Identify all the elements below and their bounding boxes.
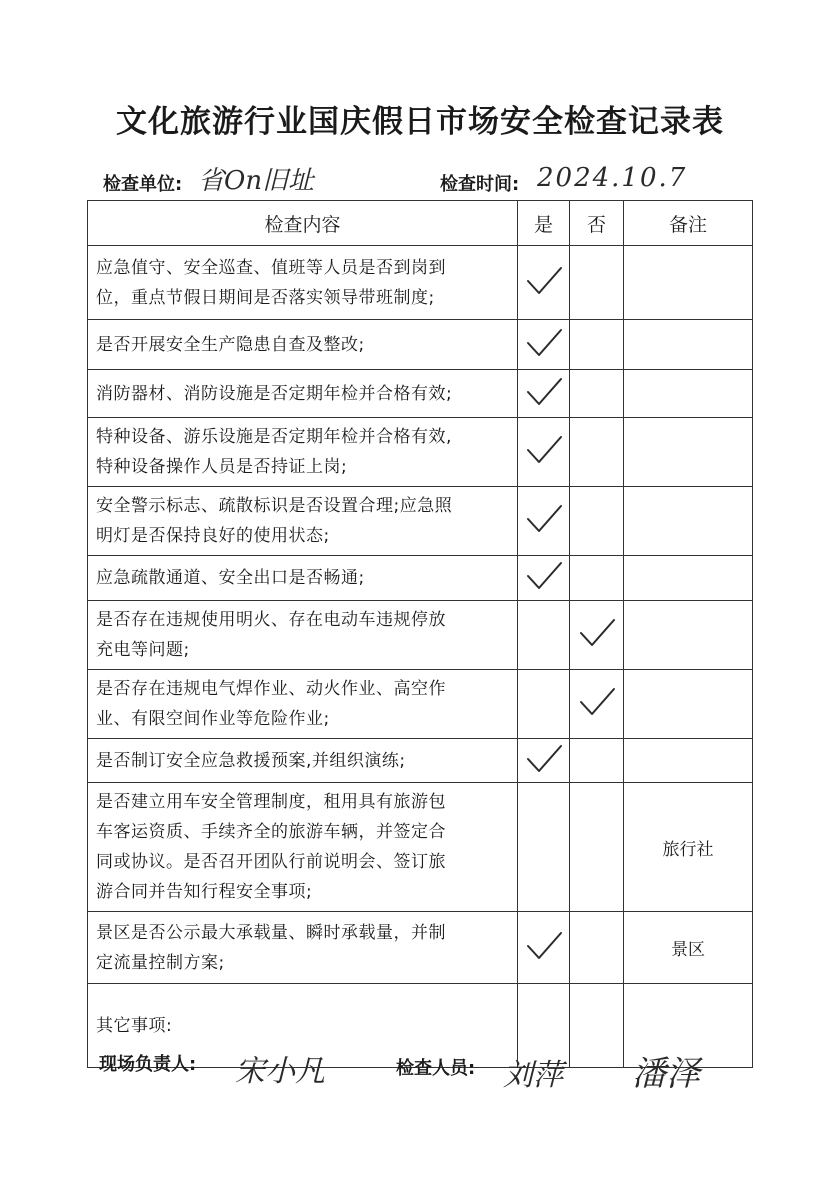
inspection-table [87,200,753,1068]
responsible-signature: 宋小凡 [235,1054,325,1089]
no-cell [570,246,624,320]
no-cell [570,370,624,418]
no-cell [570,912,624,984]
check-mark-icon [524,741,564,777]
no-cell [570,783,624,912]
yes-cell [518,418,570,487]
check-item-content [88,487,518,556]
inspector-signature-1: 刘萍 [503,1058,563,1093]
yes-cell [518,601,570,670]
check-item-line: 是否存在违规使用明火、存在电动车违规停放 [96,610,446,630]
check-item-content [88,670,518,739]
check-item-line: 明灯是否保持良好的使用状态; [96,526,330,546]
no-cell [570,601,624,670]
table-row [88,601,753,670]
remark-cell [624,246,753,320]
check-item-content [88,370,518,418]
responsible-label: 现场负责人: [99,1054,197,1075]
col-header-no: 否 [570,201,624,246]
table-row [88,487,753,556]
no-cell [570,487,624,556]
yes-cell [518,783,570,912]
remark-cell: 景区 [624,912,753,984]
check-item-content [88,783,518,912]
col-header-remark: 备注 [624,201,753,246]
table-row [88,670,753,739]
check-item-line: 充电等问题; [96,640,190,660]
remark-cell [624,320,753,370]
table-row [88,912,753,984]
yes-cell [518,912,570,984]
check-item-line: 定流量控制方案; [96,952,225,973]
table-row [88,739,753,783]
check-item-line: 同或协议。是否召开团队行前说明会、签订旅 [96,852,446,872]
yes-cell [518,246,570,320]
check-item-line: 特种设备、游乐设施是否定期年检并合格有效, [96,427,452,447]
no-cell [570,320,624,370]
table-row [88,320,753,370]
check-mark-icon [524,325,564,361]
form-title: 文化旅游行业国庆假日市场安全检查记录表 [116,104,724,140]
yes-cell [518,487,570,556]
check-item-line: 应急值守、安全巡查、值班等人员是否到岗到 [96,257,446,278]
check-item-line: 位，重点节假日期间是否落实领导带班制度; [96,287,435,308]
no-cell [570,670,624,739]
check-mark-icon [524,928,564,964]
check-item-line: 是否开展安全生产隐患自查及整改; [96,334,365,355]
check-mark-icon [524,432,564,468]
check-mark-icon [524,558,564,594]
table-row [88,418,753,487]
check-mark-icon [524,263,564,299]
check-item-line: 特种设备操作人员是否持证上岗; [96,457,348,477]
table-row [88,246,753,320]
col-header-yes: 是 [518,201,570,246]
check-item-line: 是否制订安全应急救援预案,并组织演练; [96,750,406,771]
remark-cell [624,556,753,601]
remark-cell [624,418,753,487]
remark-cell [624,670,753,739]
remark-cell [624,370,753,418]
check-item-content [88,556,518,601]
remark-cell: 旅行社 [624,783,753,912]
check-item-line: 其它事项: [96,1015,173,1036]
yes-cell [518,670,570,739]
check-item-line: 车客运资质、手续齐全的旅游车辆，并签定合 [96,822,446,842]
check-item-content [88,418,518,487]
yes-cell [518,320,570,370]
no-cell [570,418,624,487]
no-cell [570,984,624,1068]
check-item-line: 是否存在违规电气焊作业、动火作业、高空作 [96,679,446,699]
check-item-line: 业、有限空间作业等危险作业; [96,709,330,729]
table-header-row [88,201,753,246]
check-item-content [88,320,518,370]
check-item-line: 是否建立用车安全管理制度，租用具有旅游包 [96,792,446,812]
check-item-content [88,739,518,783]
check-mark-icon [524,501,564,537]
check-mark-icon [577,615,617,651]
unit-value: 省On旧址 [198,166,315,196]
col-header-content: 检查内容 [88,201,518,246]
inspector-signature-2: 潘泽 [632,1054,700,1094]
unit-label: 检查单位: [103,174,183,195]
check-item-line: 游合同并告知行程安全事项; [96,882,313,902]
yes-cell [518,739,570,783]
check-item-line: 安全警示标志、疏散标识是否设置合理;应急照 [96,496,453,516]
remark-cell [624,487,753,556]
check-item-content [88,912,518,984]
time-label: 检查时间: [440,174,520,195]
table-row [88,556,753,601]
check-item-line: 应急疏散通道、安全出口是否畅通; [96,568,365,588]
inspector-label: 检查人员: [396,1058,476,1079]
table-body [88,246,753,1068]
check-item-line: 消防器材、消防设施是否定期年检并合格有效; [96,383,453,404]
check-mark-icon [524,374,564,410]
remark-cell [624,601,753,670]
remark-cell [624,739,753,783]
yes-cell [518,370,570,418]
time-value: 2024.10.7 [537,163,688,193]
check-mark-icon [577,684,617,720]
table-row [88,783,753,912]
check-item-content [88,601,518,670]
check-item-line: 景区是否公示最大承载量、瞬时承载量，并制 [96,922,446,943]
yes-cell [518,556,570,601]
no-cell [570,556,624,601]
table-row [88,370,753,418]
no-cell [570,739,624,783]
check-item-content [88,246,518,320]
